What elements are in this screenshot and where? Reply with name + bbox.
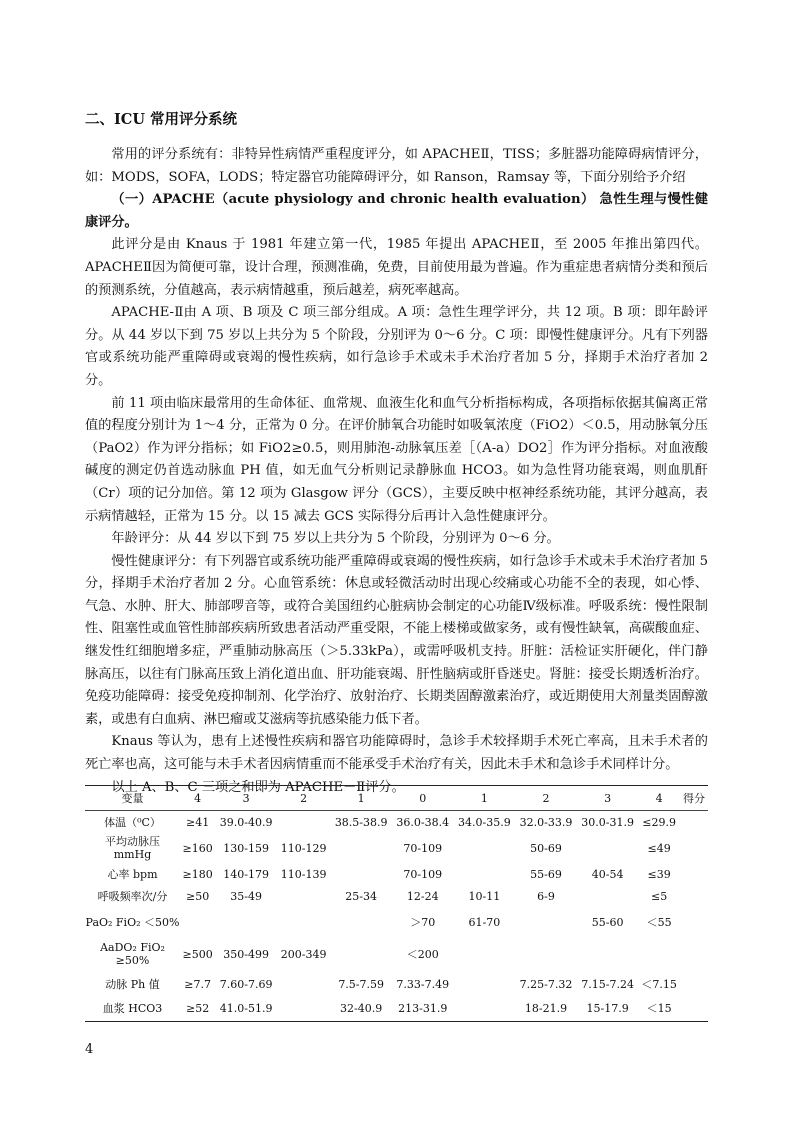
value-cell: 7.60-7.69 [219,977,273,991]
apache-table [85,785,708,1022]
value-cell: 70-109 [403,867,443,881]
value-cell: 32-40.9 [340,1002,383,1016]
value-cell: 200-349 [280,947,327,961]
table-row [85,937,708,971]
paragraph: 年龄评分：从 44 岁以下到 75 岁以上共分为 5 个阶段，分别评为 0～6 分。 [111,531,560,547]
value-cell: 350-499 [223,947,269,961]
variable-cell: 体温（⁰C） [104,815,161,829]
value-cell: ＜7.15 [641,977,677,991]
value-cell: 15-17.9 [586,1002,629,1016]
value-cell: 12-24 [406,889,439,903]
column-header: 4 [638,786,680,811]
column-header: 3 [577,786,639,811]
value-cell [277,885,330,907]
value-cell: 7.5-7.59 [338,977,385,991]
value-cell [680,971,708,997]
paragraph: 常用的评分系统有：非特异性病情严重程度评分，如 APACHEⅡ，TISS；多脏器功能障碍病情评分，如：MODS，SOFA，LODS；特定器官功能障碍评分，如 Ranson，Ramsay 等，下面分别给予介绍 [85,147,708,185]
value-cell [330,863,392,885]
value-cell: 50-69 [530,841,562,855]
paragraph: 前 11 项由临床最常用的生命体征、血常规、血液生化和血气分析指标构成，各项指标依据其偏离正常值的程度分别计为 1～4 分，正常为 0 分。在评价肺氧合功能时如吸氧浓度（FiO2）＜0.5，用动脉氧分压（PaO2）作为评分指标；如 FiO2≥0.5，则用肺泡-动脉氧压差［（A-a）DO2］作为评分指标。对血液酸碱度的测定仍首选动脉血 PH 值，如无血气分析则记录静脉血 HCO3。如为急性肾功能衰竭，则血肌酐（Cr）项的记分加倍。第 12 项为 Glasgow 评分（GCS），主要反映中枢神经系统功能，其评分越高，表示病情越轻，正常为 15 分。以 15 减去 GCS 实际得分后再计入急性健康评分。 [85,395,708,524]
column-header: 2 [277,786,330,811]
value-cell: ≥160 [182,841,213,855]
value-cell: ≤29.9 [642,815,677,829]
value-cell [515,937,577,971]
variable-cell: AaDO₂ FiO₂ ≥50% [100,941,165,967]
value-cell: ＜55 [646,915,672,929]
value-cell: 61-70 [468,915,501,929]
paragraph: Knaus 等认为，患有上述慢性疾病和器官功能障碍时，急诊手术较择期手术死亡率高，且未手术者的死亡率也高，这可能与未手术者因病情重而不能承受手术治疗有关，因此未手术和急诊手术同样计分。 [85,734,708,773]
variable-cell: 呼吸频率次/分 [97,889,168,903]
value-cell: 213-31.9 [398,1002,448,1016]
value-cell [277,971,330,997]
value-cell: 70-109 [403,841,443,855]
table-row [85,997,708,1021]
variable-cell: 动脉 Ph 值 [105,977,160,991]
value-cell: 7.15-7.24 [581,977,634,991]
value-cell [577,885,639,907]
value-cell: ≥500 [182,947,213,961]
value-cell: ≥180 [182,867,213,881]
value-cell [680,937,708,971]
value-cell: 7.33-7.49 [396,977,450,991]
column-header: 1 [454,786,516,811]
value-cell: 34.0-35.9 [458,815,511,829]
value-cell [638,937,680,971]
page-number: 4 [85,1042,94,1057]
value-cell [680,885,708,907]
column-header: 3 [215,786,277,811]
value-cell: 6-9 [537,889,555,903]
value-cell: 10-11 [468,889,501,903]
value-cell: ＞70 [410,915,436,929]
value-cell [277,811,330,834]
value-cell [680,811,708,834]
variable-cell: 平均动脉压 mmHg [105,835,160,861]
column-header: 0 [392,786,454,811]
value-cell: ≤39 [647,867,671,881]
value-cell [277,907,330,937]
value-cell [680,907,708,937]
value-cell [454,937,516,971]
paragraph: 此评分是由 Knaus 于 1981 年建立第一代，1985 年提出 APACHEⅡ，至 2005 年推出第四代。APACHEⅡ因为简便可靠，设计合理，预测准确，免费，目前使用最为普遍。作为重症患者病情分类和预后的预测系统，分值越高，表示病情越重，预后越差，病死率越高。 [85,237,708,298]
value-cell [180,907,215,937]
value-cell: 38.5-38.9 [334,815,388,829]
value-cell [577,833,639,863]
value-cell: 35-49 [230,889,262,903]
value-cell: 25-34 [345,889,378,903]
table-row [85,907,708,937]
value-cell [515,907,577,937]
value-cell [454,863,516,885]
value-cell [215,907,277,937]
column-header: 4 [180,786,215,811]
value-cell: ≥52 [186,1002,210,1016]
value-cell [454,971,516,997]
table-row [85,885,708,907]
column-header: 得分 [680,786,708,811]
value-cell: 130-159 [223,841,269,855]
value-cell [680,833,708,863]
value-cell: ≥41 [186,815,210,829]
value-cell: 36.0-38.4 [396,815,450,829]
paragraph: 以上 A、B、C 三项之和即为 APACHE－Ⅱ评分。 [111,779,405,795]
value-cell [680,997,708,1021]
variable-cell: PaO₂ FiO₂ ＜50% [85,915,180,929]
value-cell [577,937,639,971]
value-cell [277,997,330,1021]
subsection-heading: （一）APACHE（acute physiology and chronic health evaluation） 急性生理与慢性健康评分。 [85,192,708,230]
value-cell: 40-54 [591,867,624,881]
value-cell: 39.0-40.9 [219,815,273,829]
column-header: 2 [515,786,577,811]
value-cell: 110-129 [280,841,327,855]
body-text [85,144,708,799]
value-cell [454,997,516,1021]
value-cell [330,833,392,863]
value-cell: 140-179 [223,867,269,881]
value-cell: ＜15 [646,1002,672,1016]
value-cell [454,833,516,863]
table-row [85,833,708,863]
table-row [85,811,708,834]
value-cell: ≤49 [647,841,671,855]
value-cell: ＜200 [406,947,439,961]
variable-cell: 血浆 HCO3 [102,1002,163,1016]
value-cell [330,937,392,971]
value-cell: 30.0-31.9 [581,815,634,829]
value-cell: 41.0-51.9 [219,1002,273,1016]
paragraph: 慢性健康评分：有下列器官或系统功能严重障碍或衰竭的慢性疾病，如行急诊手术或未手术治疗者加 5 分，择期手术治疗者加 2 分。心血管系统：休息或轻微活动时出现心绞痛或心功能不全的表现，如心悸、气急、水肿、肝大、肺部啰音等，或符合美国纽约心脏病协会制定的心功能Ⅳ级标准。呼吸系统：慢性限制性、阻塞性或血管性肺部疾病所致患者活动严重受限，不能上楼梯或做家务，或有慢性缺氧，高碳酸血症、继发性红细胞增多症，严重肺动脉高压（＞5.33kPa），或需呼吸机支持。肝脏：活检证实肝硬化，伴门静脉高压，以往有门脉高压致上消化道出血、肝功能衰竭、肝性脑病或肝昏迷史。肾脏：接受长期透析治疗。免疫功能障碍：接受免疫抑制剂、化学治疗、放射治疗、长期类固醇激素治疗，或近期使用大剂量类固醇激素，或患有白血病、淋巴瘤或艾滋病等抗感染能力低下者。 [85,553,708,727]
value-cell [330,907,392,937]
paragraph: APACHE-Ⅱ由 A 项、B 项及 C 项三部分组成。A 项：急性生理学评分，共 12 项。B 项：即年龄评分。从 44 岁以下到 75 岁以上共分为 5 个阶段，分别评为 0～6 分。C 项：即慢性健康评分。凡有下列器官或系统功能严重障碍或衰竭的慢性疾病，如行急诊手术或未手术治疗者加 5 分，择期手术治疗者加 2 分。 [85,305,708,388]
column-header: 变量 [85,786,180,811]
value-cell: 32.0-33.9 [519,815,573,829]
value-cell: ≥7.7 [184,977,212,991]
table-row [85,863,708,885]
value-cell: 55-69 [530,867,562,881]
value-cell: ≥50 [186,889,210,903]
value-cell [680,863,708,885]
value-cell: 110-139 [280,867,327,881]
table-row [85,971,708,997]
variable-cell: 心率 bpm [107,867,158,881]
section-title: 二、ICU 常用评分系统 [85,111,238,128]
value-cell: ≤5 [651,889,668,903]
column-header: 1 [330,786,392,811]
value-cell: 55-60 [591,915,624,929]
value-cell: 18-21.9 [524,1002,568,1016]
value-cell: 7.25-7.32 [519,977,573,991]
